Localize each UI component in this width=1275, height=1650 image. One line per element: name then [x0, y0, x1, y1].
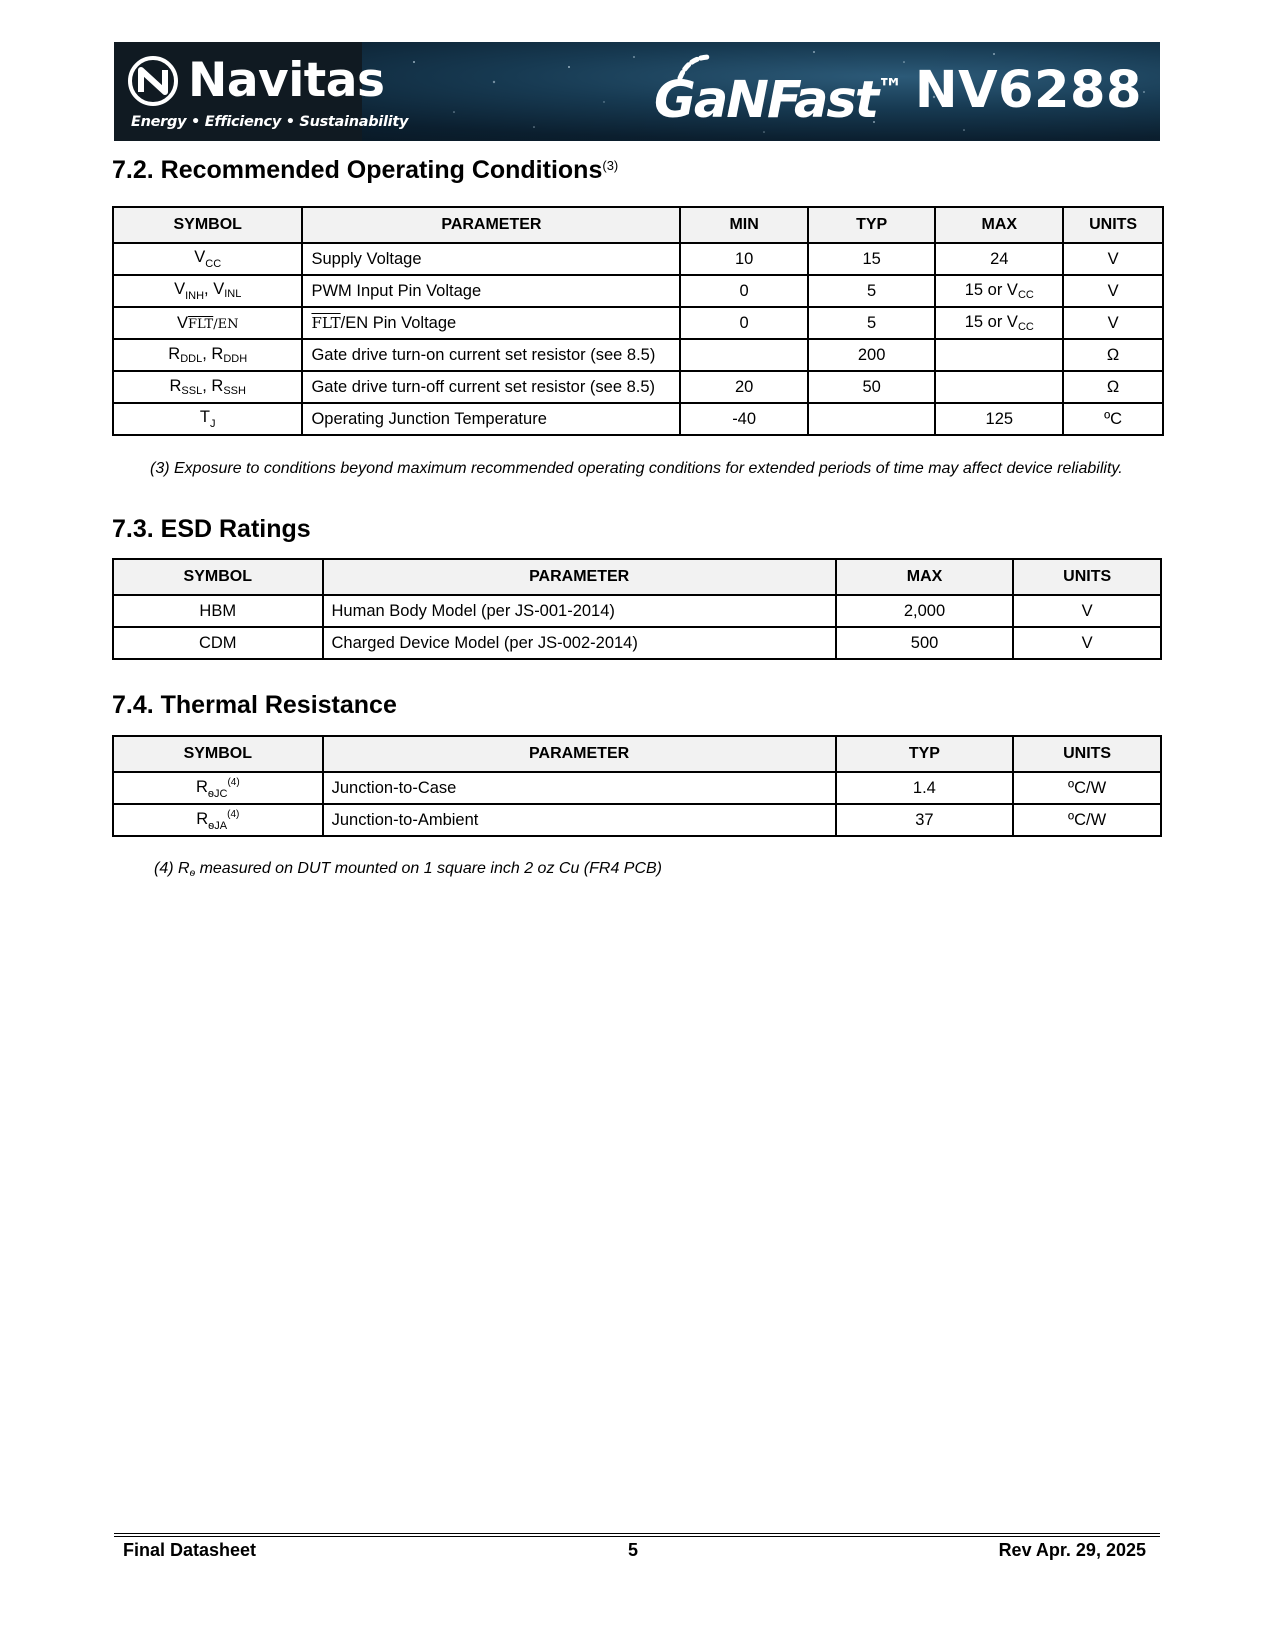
typ-cell: 50 [808, 371, 936, 403]
table-row [113, 339, 1163, 371]
section-title-text: 7.2. Recommended Operating Conditions [112, 156, 603, 184]
units-cell: ºC/W [1013, 772, 1161, 804]
brand-name: Navitas [188, 53, 385, 108]
typ-cell [808, 403, 936, 435]
max-cell: 15 or $V_{CC}$ [935, 307, 1063, 339]
section-title-recommended-operating-conditions [112, 156, 618, 185]
min-cell: -40 [680, 403, 808, 435]
table-header-row [113, 559, 1161, 595]
table-row [113, 627, 1161, 659]
typ-cell: 200 [808, 339, 936, 371]
min-cell: 0 [680, 307, 808, 339]
table-row [113, 804, 1161, 836]
table-row [113, 371, 1163, 403]
column-header: TYP [836, 736, 1014, 772]
parameter-cell: PWM Input Pin Voltage [302, 275, 680, 307]
column-header: TYP [808, 207, 936, 243]
typ-cell: 5 [808, 307, 936, 339]
footer-page-number: 5 [628, 1540, 639, 1560]
column-header: SYMBOL [113, 559, 323, 595]
symbol-cell: HBM [113, 595, 323, 627]
max-cell: 15 or $V_{CC}$ [935, 275, 1063, 307]
symbol-cell: $R_{SSL}$, $R_{SSH}$ [113, 371, 302, 403]
symbol-cell: $T_J$ [113, 403, 302, 435]
units-cell: ºC [1063, 403, 1163, 435]
column-header: MAX [935, 207, 1063, 243]
parameter-cell: Junction-to-Case [323, 772, 836, 804]
typ-cell: 5 [808, 275, 936, 307]
column-header: MIN [680, 207, 808, 243]
navitas-logo [114, 42, 409, 141]
parameter-cell: Human Body Model (per JS-001-2014) [323, 595, 836, 627]
min-cell [680, 339, 808, 371]
units-cell: ºC/W [1013, 804, 1161, 836]
symbol-cell: $V_{CC}$ [113, 243, 302, 275]
product-line-name: GaNFast [654, 71, 878, 130]
table-row [113, 275, 1163, 307]
typ-cell: 1.4 [836, 772, 1014, 804]
parameter-cell: Charged Device Model (per JS-002-2014) [323, 627, 836, 659]
esd-ratings-table [112, 558, 1162, 660]
table-header-row [113, 736, 1161, 772]
min-cell: 10 [680, 243, 808, 275]
symbol-cell: $V\overline{FLT}/EN$ [113, 307, 302, 339]
trademark-symbol: ™ [877, 74, 902, 104]
part-number: NV6288 [914, 61, 1142, 120]
column-header: PARAMETER [323, 559, 836, 595]
units-cell: V [1063, 243, 1163, 275]
units-cell: V [1013, 627, 1161, 659]
footnote-3: (3) Exposure to conditions beyond maximum recommended operating conditions for extended periods of time may affect device reliability. [150, 460, 1123, 477]
units-cell: V [1063, 275, 1163, 307]
parameter-cell: Gate drive turn-off current set resistor (see 8.5) [302, 371, 680, 403]
symbol-cell: $V_{INH}$, $V_{INL}$ [113, 275, 302, 307]
max-cell [935, 339, 1063, 371]
column-header: SYMBOL [113, 207, 302, 243]
symbol-cell: $R_{ѳJC}^{(4)}$ [113, 772, 323, 804]
max-cell: 125 [935, 403, 1063, 435]
typ-cell: 37 [836, 804, 1014, 836]
section-title-footnote-ref: (3) [602, 158, 619, 173]
section-title-esd-ratings: 7.3. ESD Ratings [112, 515, 311, 543]
units-cell: V [1063, 307, 1163, 339]
max-cell [935, 371, 1063, 403]
column-header: PARAMETER [302, 207, 680, 243]
footnote-4: (4) Rѳ measured on DUT mounted on 1 square inch 2 oz Cu (FR4 PCB) [154, 860, 663, 879]
min-cell: 0 [680, 275, 808, 307]
column-header: SYMBOL [113, 736, 323, 772]
units-cell: Ω [1063, 371, 1163, 403]
table-row [113, 595, 1161, 627]
footer-divider [114, 1533, 1160, 1534]
min-cell: 20 [680, 371, 808, 403]
thermal-resistance-table [112, 735, 1162, 837]
table-row [113, 307, 1163, 339]
symbol-cell: $R_{DDL}$, $R_{DDH}$ [113, 339, 302, 371]
typ-cell: 15 [808, 243, 936, 275]
max-cell: 500 [836, 627, 1014, 659]
column-header: PARAMETER [323, 736, 836, 772]
parameter-cell: $\overline{FLT}/EN$ Pin Voltage [302, 307, 680, 339]
column-header: MAX [836, 559, 1014, 595]
column-header: UNITS [1013, 736, 1161, 772]
footer-divider [114, 1536, 1160, 1537]
units-cell: Ω [1063, 339, 1163, 371]
parameter-cell: Junction-to-Ambient [323, 804, 836, 836]
table-header-row [113, 207, 1163, 243]
section-title-thermal-resistance: 7.4. Thermal Resistance [112, 691, 397, 719]
table-row [113, 403, 1163, 435]
recommended-operating-conditions-table [112, 206, 1164, 436]
table-row [113, 772, 1161, 804]
navitas-logo-icon [128, 56, 178, 106]
max-cell: 24 [935, 243, 1063, 275]
parameter-cell: Supply Voltage [302, 243, 680, 275]
parameter-cell: Gate drive turn-on current set resistor (see 8.5) [302, 339, 680, 371]
parameter-cell: Operating Junction Temperature [302, 403, 680, 435]
footer-revision: Rev Apr. 29, 2025 [998, 1540, 1146, 1560]
symbol-cell: $R_{ѳJA}^{(4)}$ [113, 804, 323, 836]
brand-tagline: Energy • Efficiency • Sustainability [131, 114, 409, 130]
column-header: UNITS [1063, 207, 1163, 243]
symbol-cell: CDM [113, 627, 323, 659]
column-header: UNITS [1013, 559, 1161, 595]
table-row [113, 243, 1163, 275]
header-banner [114, 42, 1160, 141]
max-cell: 2,000 [836, 595, 1014, 627]
footer-doc-status: Final Datasheet [123, 1540, 257, 1560]
units-cell: V [1013, 595, 1161, 627]
product-line-logo [654, 58, 901, 132]
